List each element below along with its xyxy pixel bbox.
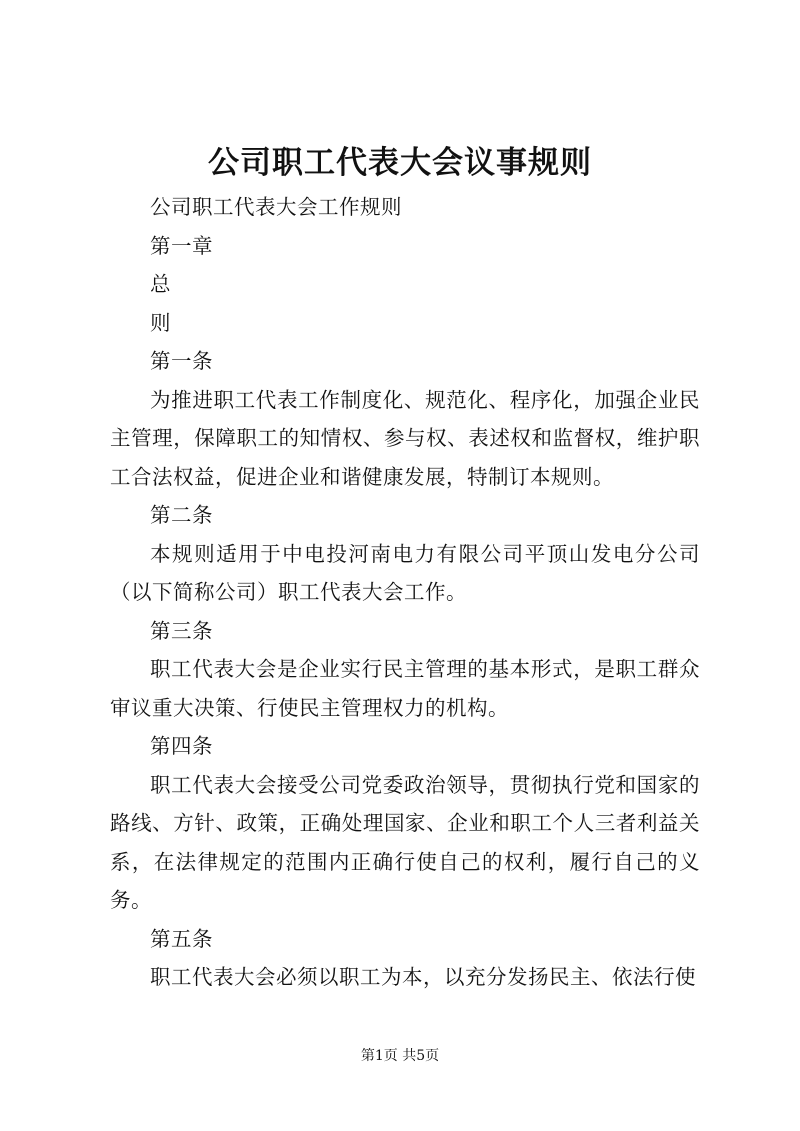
article-2-heading: 第二条 [150,503,213,527]
chapter-title-part-2: 则 [150,310,171,335]
article-3-text: 职工代表大会是企业实行民主管理的基本形式，是职工群众审议重大决策、行使民主管理权力的机构。 [110,657,700,720]
page-number-footer: 第1页 共5页 [360,1048,440,1064]
article-1-heading: 第一条 [150,349,213,373]
article-3-heading: 第三条 [150,618,213,643]
article-5-heading: 第五条 [150,926,213,951]
subtitle-line: 公司职工代表大会工作规则 [150,195,402,219]
document-title: 公司职工代表大会议事规则 [208,145,592,181]
chapter-heading: 第一章 [150,233,213,258]
article-4-text: 职工代表大会接受公司党委政治领导，贯彻执行党和国家的路线、方针、政策，正确处理国家、企业和职工个人三者利益关系，在法律规定的范围内正确行使自己的权利，履行自己的义务。 [110,772,700,912]
document-body [110,188,700,997]
article-4-heading: 第四条 [150,734,213,758]
article-5-text: 职工代表大会必须以职工为本，以充分发扬民主、依法行使 [150,965,696,989]
chapter-title-part-1: 总 [150,272,171,296]
article-1-text: 为推进职工代表工作制度化、规范化、程序化，加强企业民主管理，保障职工的知情权、参与权、表述权和监督权，维护职工合法权益，促进企业和谐健康发展，特制订本规则。 [110,387,700,489]
article-2-text: 本规则适用于中电投河南电力有限公司平顶山发电分公司（以下简称公司）职工代表大会工作。 [110,541,700,604]
